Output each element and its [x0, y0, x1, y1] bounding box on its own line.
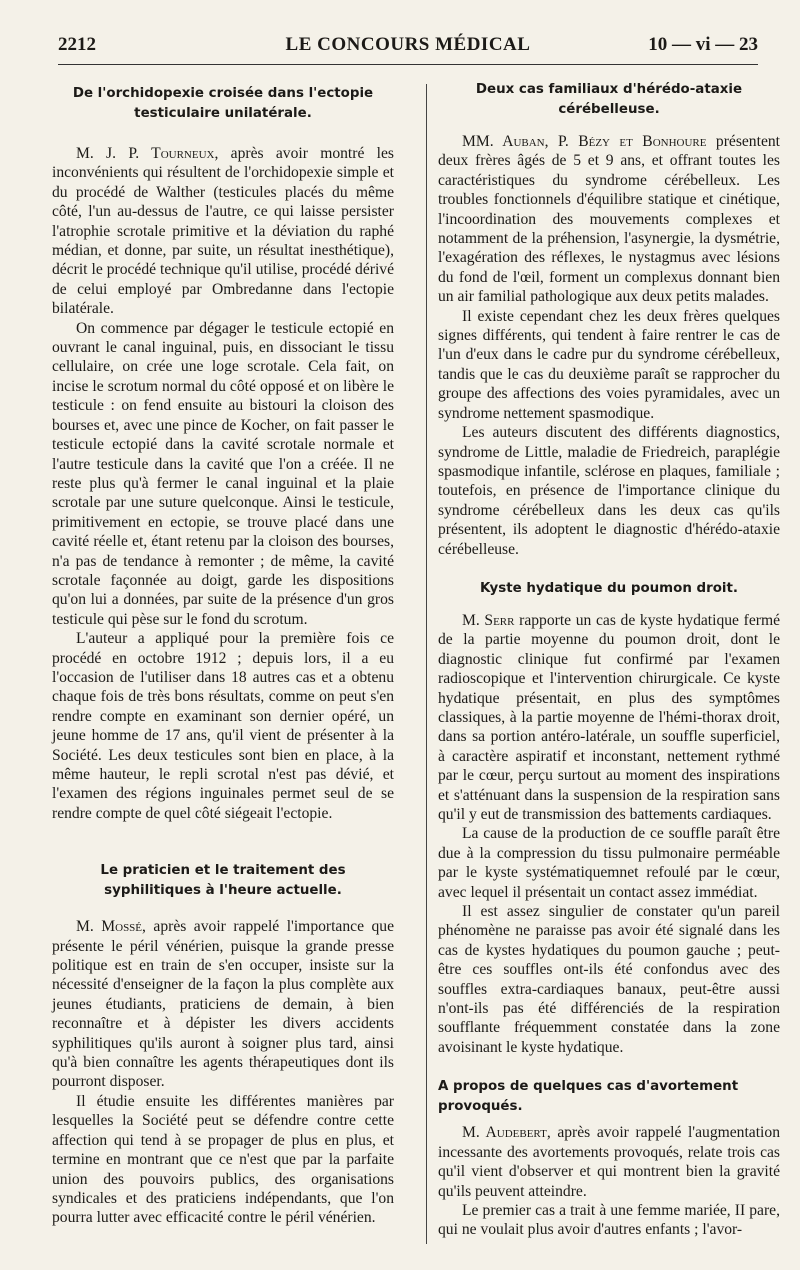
article-orchidopexie [52, 84, 394, 823]
left-column [52, 78, 394, 1228]
article-paragraph: Il existe cependant chez les deux frères quelques signes différents, qui tendent à faire rentrer le cas de l'un d'eux dans le cadre pur du syndrome cérébelleux, tandis que le cas du deuxième paraît se rapprocher du groupe des affections des voies pyramidales, avec un syndrome nettement spasmodique. [438, 307, 780, 422]
header-rule [58, 64, 758, 65]
article-kyste-hydatique [438, 579, 780, 1057]
article-paragraph: Il est assez singulier de constater qu'un pareil phénomène ne paraisse pas avoir été signalé dans les cas de kystes hydatiques du poumon gauche ; peut-être ces souffles ont-ils été confondus avec des souffles extra-cardiaques banaux, peut-être aussi n'ont-ils pas été différenciés de la respiration soufflante fréquemment constatée dans la zone avoisinant le kyste hydatique. [438, 903, 780, 1056]
article-title: Le praticien et le traitement des syphilitiques à l'heure actuelle. [100, 863, 346, 899]
article-syphilitiques [52, 861, 394, 1228]
page-header [58, 34, 758, 60]
article-title: Kyste hydatique du poumon droit. [479, 580, 738, 596]
article-author: M. Serr [462, 611, 515, 629]
article-paragraph: MM. Auban, P. Bézy et Bonhoure présentent deux frères âgés de 5 et 9 ans, et offrant toutes les caractéristiques du syndrome cérébelleux. Les troubles fonctionnels d'équilibre statique et cinétique, l'incoordination des mouvements complexes et notamment de la préhension, l'asynergie, la dysmétrie, l'exagération des réflexes, le nystagmus avec lésions du fond de l'œil, forment un complexus donnant bien un air familial pathologique aux deux petits malades. [438, 133, 780, 306]
article-title: A propos de quelques cas d'avortement provoqués. [438, 1079, 739, 1115]
article-paragraph: L'auteur a appliqué pour la première fois ce procédé en octobre 1912 ; depuis lors, il a eu l'occasion de l'utiliser dans 18 autres cas et a obtenu chaque fois de très bons résultats, comme on peut s'en rendre compte en examinant son dernier opéré, un jeune homme de 17 ans, qu'il vient de présenter à la Société. Les deux testicules sont bien en place, à la même hauteur, le repli scrotal n'est pas dévié, et l'examen des régions inguinales permet seul de se rendre compte de quel côté siégeait l'ectopie. [52, 630, 394, 822]
article-author: M. Audebert [462, 1124, 547, 1142]
article-paragraph: M. Audebert, après avoir rappelé l'augmentation incessante des avortements provoqués, relate trois cas qu'il vient d'observer et qui montrent bien la gravité qu'ils peuvent atteindre. [438, 1124, 780, 1200]
article-paragraph: Les auteurs discutent des différents diagnostics, syndrome de Little, maladie de Friedreich, paraplégie spasmodique infantile, sclérose en plaques, familiale ; toutefois, en présence de l'importance clinique du syndrome cérébelleux dans les deux cas qu'ils présentent, ils adoptent le diagnostic d'hérédo-ataxie cérébelleuse. [438, 424, 780, 558]
article-paragraph: M. Serr rapporte un cas de kyste hydatique fermé de la partie moyenne du poumon droit, dont le diagnostic clinique fut confirmé par l'examen radioscopique et l'intervention chirurgicale. Ce kyste hydatique présentait, en plus des symptômes classiques, à la partie moyenne de l'hémi-thorax droit, dans sa portion antéro-latérale, un souffle superficiel, à caractère aspiratif et inconstant, nettement rythmé par le cœur, perçu surtout au moment des inspirations et s'atténuant dans la suspension de la respiration sans qu'il y eut de transmission des battements cardiaques. [438, 611, 780, 823]
article-paragraph: Le premier cas a trait à une femme mariée, II pare, qui ne voulait plus avoir d'autres enfants ; l'avor- [438, 1201, 780, 1239]
article-title: Deux cas familiaux d'hérédo-ataxie cérébelleuse. [475, 82, 743, 117]
right-column [438, 78, 780, 1240]
page-number: 2212 [58, 34, 96, 55]
journal-title: LE CONCOURS MÉDICAL [285, 34, 531, 55]
article-author: M. Mossé [76, 918, 143, 936]
article-paragraph: On commence par dégager le testicule ectopié en ouvrant le canal inguinal, puis, en dissociant le tissu cellulaire, on crée une loge scrotale. Cela fait, on incise le scrotum normal du côté opposé et on libère le testicule : on fend ensuite au bistouri la cloison des bourses et, avec une pince de Kocher, on fait passer le testicule ectopié dans la cavité scrotale normale et l'autre testicule dans la cavité que l'on a créée. Il ne reste plus qu'à fermer le canal inguinal et la plaie scrotale par une suture quelconque. Ainsi le testicule, primitivement en ectopie, se trouve placé dans une cavité réelle et, étant retenu par la cloison des bourses, n'a pas de tendance à remonter ; de même, la cavité scrotale façonnée au doigt, garde les dispositions qu'on lui a données, par suite de la présence d'un gros testicule qui pèse sur le fond du scrotum. [52, 319, 394, 628]
article-paragraph: La cause de la production de ce souffle paraît être due à la compression du tissu pulmonaire perméable par le kyste systématiquemnet refoulé par le cœur, avec lequel il présentait un contact assez immédiat. [438, 825, 780, 901]
article-heredo-ataxie [438, 80, 780, 559]
article-paragraph: M. J. P. Tourneux, après avoir montré les inconvénients qui résultent de l'orchidopexie simple et du procédé de Walther (testicules placés du même côté, l'un au-dessus de l'autre, ce qui laisse persister l'atrophie scrotale primitive et la déviation du raphé médian, et donne, par suite, un résultat inesthétique), décrit le procédé technique qu'il utilise, procédé dérivé de celui employé par Ombredanne dans l'ectopie bilatérale. [52, 145, 394, 318]
column-separator [426, 84, 427, 1244]
article-author: MM. Auban, P. Bézy et Bonhoure [462, 133, 707, 150]
article-title: De l'orchidopexie croisée dans l'ectopie testiculaire unilatérale. [72, 86, 374, 121]
article-avortement [438, 1077, 780, 1239]
article-paragraph: M. Mossé, après avoir rappelé l'importance que présente le péril vénérien, puisque la grande presse politique est en train de s'en occuper, insiste sur la nécessité d'enseigner de la façon la plus complète aux jeunes étudiants, praticiens de demain, à bien reconnaître et à dépister les divers accidents syphilitiques qu'ils auront à soigner plus tard, ainsi qu'à bien connaître les agents thérapeutiques dont ils pourront disposer. [52, 918, 394, 1091]
issue-date: 10 — vi — 23 [648, 34, 758, 55]
article-author: M. J. P. Tourneux [76, 145, 215, 162]
article-paragraph: Il étudie ensuite les différentes manières par lesquelles la Société peut se défendre contre cette affection qui tend à se propager de plus en plus, et termine en montrant que ce n'est que par la parfaite union des pouvoirs publics, des organisations syndicales et des praticiens indépendants, que l'on pourra lutter avec efficacité contre le péril vénérien. [52, 1092, 394, 1227]
